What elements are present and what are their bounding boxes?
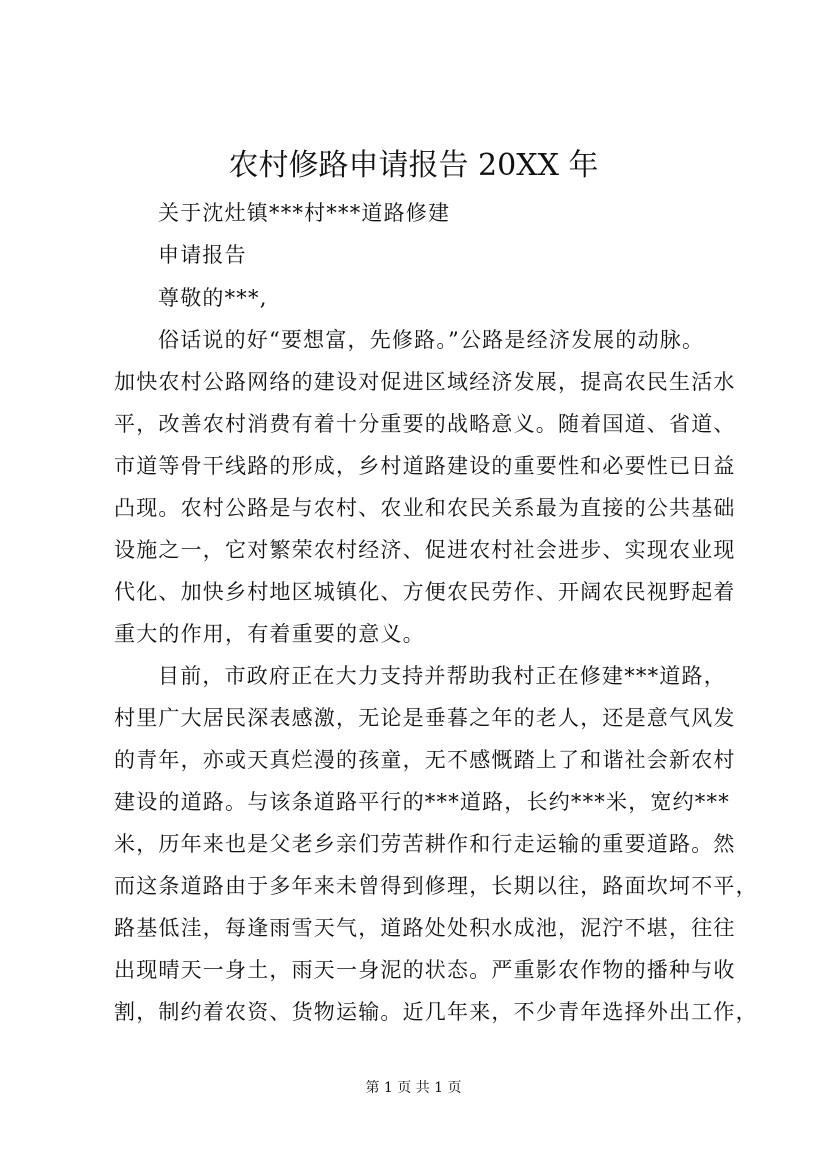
paragraph-1-line: 凸现。农村公路是与农村、农业和农民关系最为直接的公共基础 — [114, 496, 736, 520]
paragraph-2-line: 路基低洼，每逢雨雪天气，道路处处积水成池，泥泞不堪，往往 — [114, 916, 736, 940]
paragraph-2-line: 而这条道路由于多年来未曾得到修理，长期以往，路面坎坷不平， — [114, 874, 758, 898]
paragraph-1-line: 设施之一，它对繁荣农村经济、促进农村社会进步、实现农业现 — [114, 538, 736, 562]
paragraph-1-line: 市道等骨干线路的形成，乡村道路建设的重要性和必要性已日益 — [114, 454, 736, 478]
paragraph-2-line: 米，历年来也是父老乡亲们劳苦耕作和行走运输的重要道路。然 — [114, 832, 736, 856]
paragraph-2-line: 村里广大居民深表感激，无论是垂暮之年的老人，还是意气风发 — [114, 706, 736, 730]
document-title: 农村修路申请报告 20XX 年 — [228, 148, 599, 183]
paragraph-2-line: 割，制约着农资、货物运输。近几年来，不少青年选择外出工作， — [114, 1000, 758, 1024]
paragraph-2-line: 目前，市政府正在大力支持并帮助我村正在修建***道路， — [158, 664, 726, 688]
paragraph-1-line: 俗话说的好“要想富，先修路。”公路是经济发展的动脉。 — [158, 328, 705, 352]
paragraph-2-line: 的青年，亦或天真烂漫的孩童，无不感慨踏上了和谐社会新农村 — [114, 748, 736, 772]
paragraph-1-line: 平，改善农村消费有着十分重要的战略意义。随着国道、省道、 — [114, 412, 736, 436]
paragraph-1-line: 重大的作用，有着重要的意义。 — [114, 622, 425, 646]
paragraph-1-line: 代化、加快乡村地区城镇化、方便农民劳作、开阔农民视野起着 — [114, 580, 736, 604]
salutation: 尊敬的***, — [158, 286, 268, 310]
paragraph-2-line: 建设的道路。与该条道路平行的***道路，长约***米，宽约*** — [114, 790, 730, 814]
paragraph-1-line: 加快农村公路网络的建设对促进区域经济发展，提高农民生活水 — [114, 370, 736, 394]
subtitle-line-1: 关于沈灶镇***村***道路修建 — [158, 201, 451, 225]
page-footer: 第 1 页 共 1 页 — [365, 1080, 462, 1096]
paragraph-2-line: 出现晴天一身土，雨天一身泥的状态。严重影农作物的播种与收 — [114, 958, 736, 982]
subtitle-line-2: 申请报告 — [158, 243, 247, 267]
